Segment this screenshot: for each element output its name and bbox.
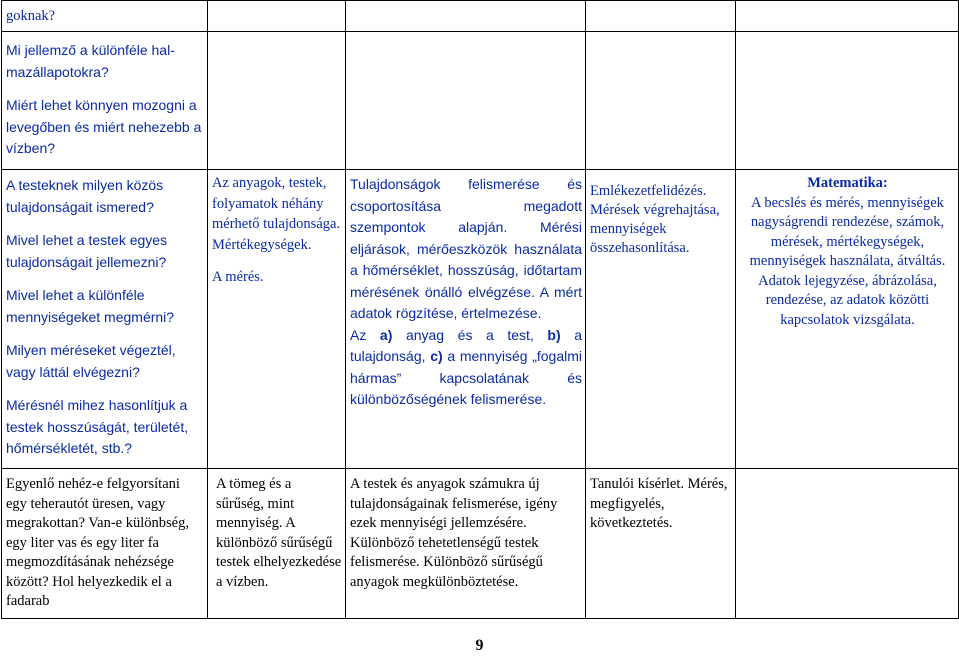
question-text: Mivel lehet a különféle mennyiségeket megmérni? [6, 287, 175, 325]
question-text: Milyen méréseket végeztél, vagy láttál elvégezni? [6, 342, 176, 380]
question-text: Mi jellemző a különféle hal-mazállapotokra? [6, 42, 175, 80]
question-text: Egyenlő nehéz-e felgyorsítani egy teherautót üresen, vagy megrakottan? Van-e különbség, egy liter vas és egy liter fa megmozdításának nehézsége között? Hol helyezkedik el a fadarab [6, 476, 189, 609]
table-row [2, 1, 959, 32]
question-text: Mivel lehet a testek egyes tulajdonságait jellemezni? [6, 232, 168, 270]
table-row [2, 469, 959, 619]
activity-text: Emlékezetfelidézés. [590, 183, 707, 199]
content-text: Az anyagok, testek, folyamatok néhány mérhető tulajdonsága. Mértékegységek. [212, 175, 341, 253]
requirement-text: A testek és anyagok számukra új tulajdonságainak felismerése, igény ezek mennyiségi jellemzésére. Különböző tehetetlenségű testek felismerése. Különböző sűrűségű anyagok megkülönböztetése. [350, 476, 558, 590]
requirement-text: Tulajdonságok felismerése és csoportosítása megadott szempontok alapján. Mérési eljárások, mérőeszközök használata a hőmérséklet, hosszúság, időtartam mérésének önálló elvégzése. A mért adatok rögzítése, értelmezése. [350, 176, 582, 321]
question-text: A testeknek milyen közös tulajdonságait ismered? [6, 177, 164, 215]
activity-text: Tanulói kísérlet. Mérés, megfigyelés, következtetés. [590, 476, 728, 531]
question-text: Mérésnél mihez hasonlítjuk a testek hosszúságát, területét, hőmérsékletét, stb.? [6, 397, 189, 456]
question-text: Miért lehet könnyen mozogni a levegőben és miért nehezebb a vízben? [6, 97, 202, 156]
page-number: 9 [475, 637, 484, 654]
table-row [2, 170, 959, 469]
curriculum-table [1, 0, 959, 619]
content-text: A mérés. [212, 269, 264, 285]
requirement-text: Az a) anyag és a test, b) a tulajdonság, c) a mennyiség „fogalmi hármas” kapcsolatának és különbözőségének felismerése. [350, 326, 582, 407]
table-row [2, 32, 959, 170]
subject-text: A becslés és mérés, mennyiségek nagyságrendi rendezése, számok, mérések, mértékegységek, mennyiségek használata, átváltás. Adatok lejegyzése, ábrázolása, rendezése, az adatok közötti kapcsolatok vizsgálata. [749, 194, 946, 328]
subject-heading: Matematika: [807, 175, 888, 191]
content-text: A tömeg és a sűrűség, mint mennyiség. A különböző sűrűségű testek elhelyezkedése a vízben. [216, 476, 342, 590]
activity-text: Mérések végrehajtása, mennyiségek összehasonlítása. [590, 202, 720, 256]
text-line: goknak? [6, 8, 56, 24]
